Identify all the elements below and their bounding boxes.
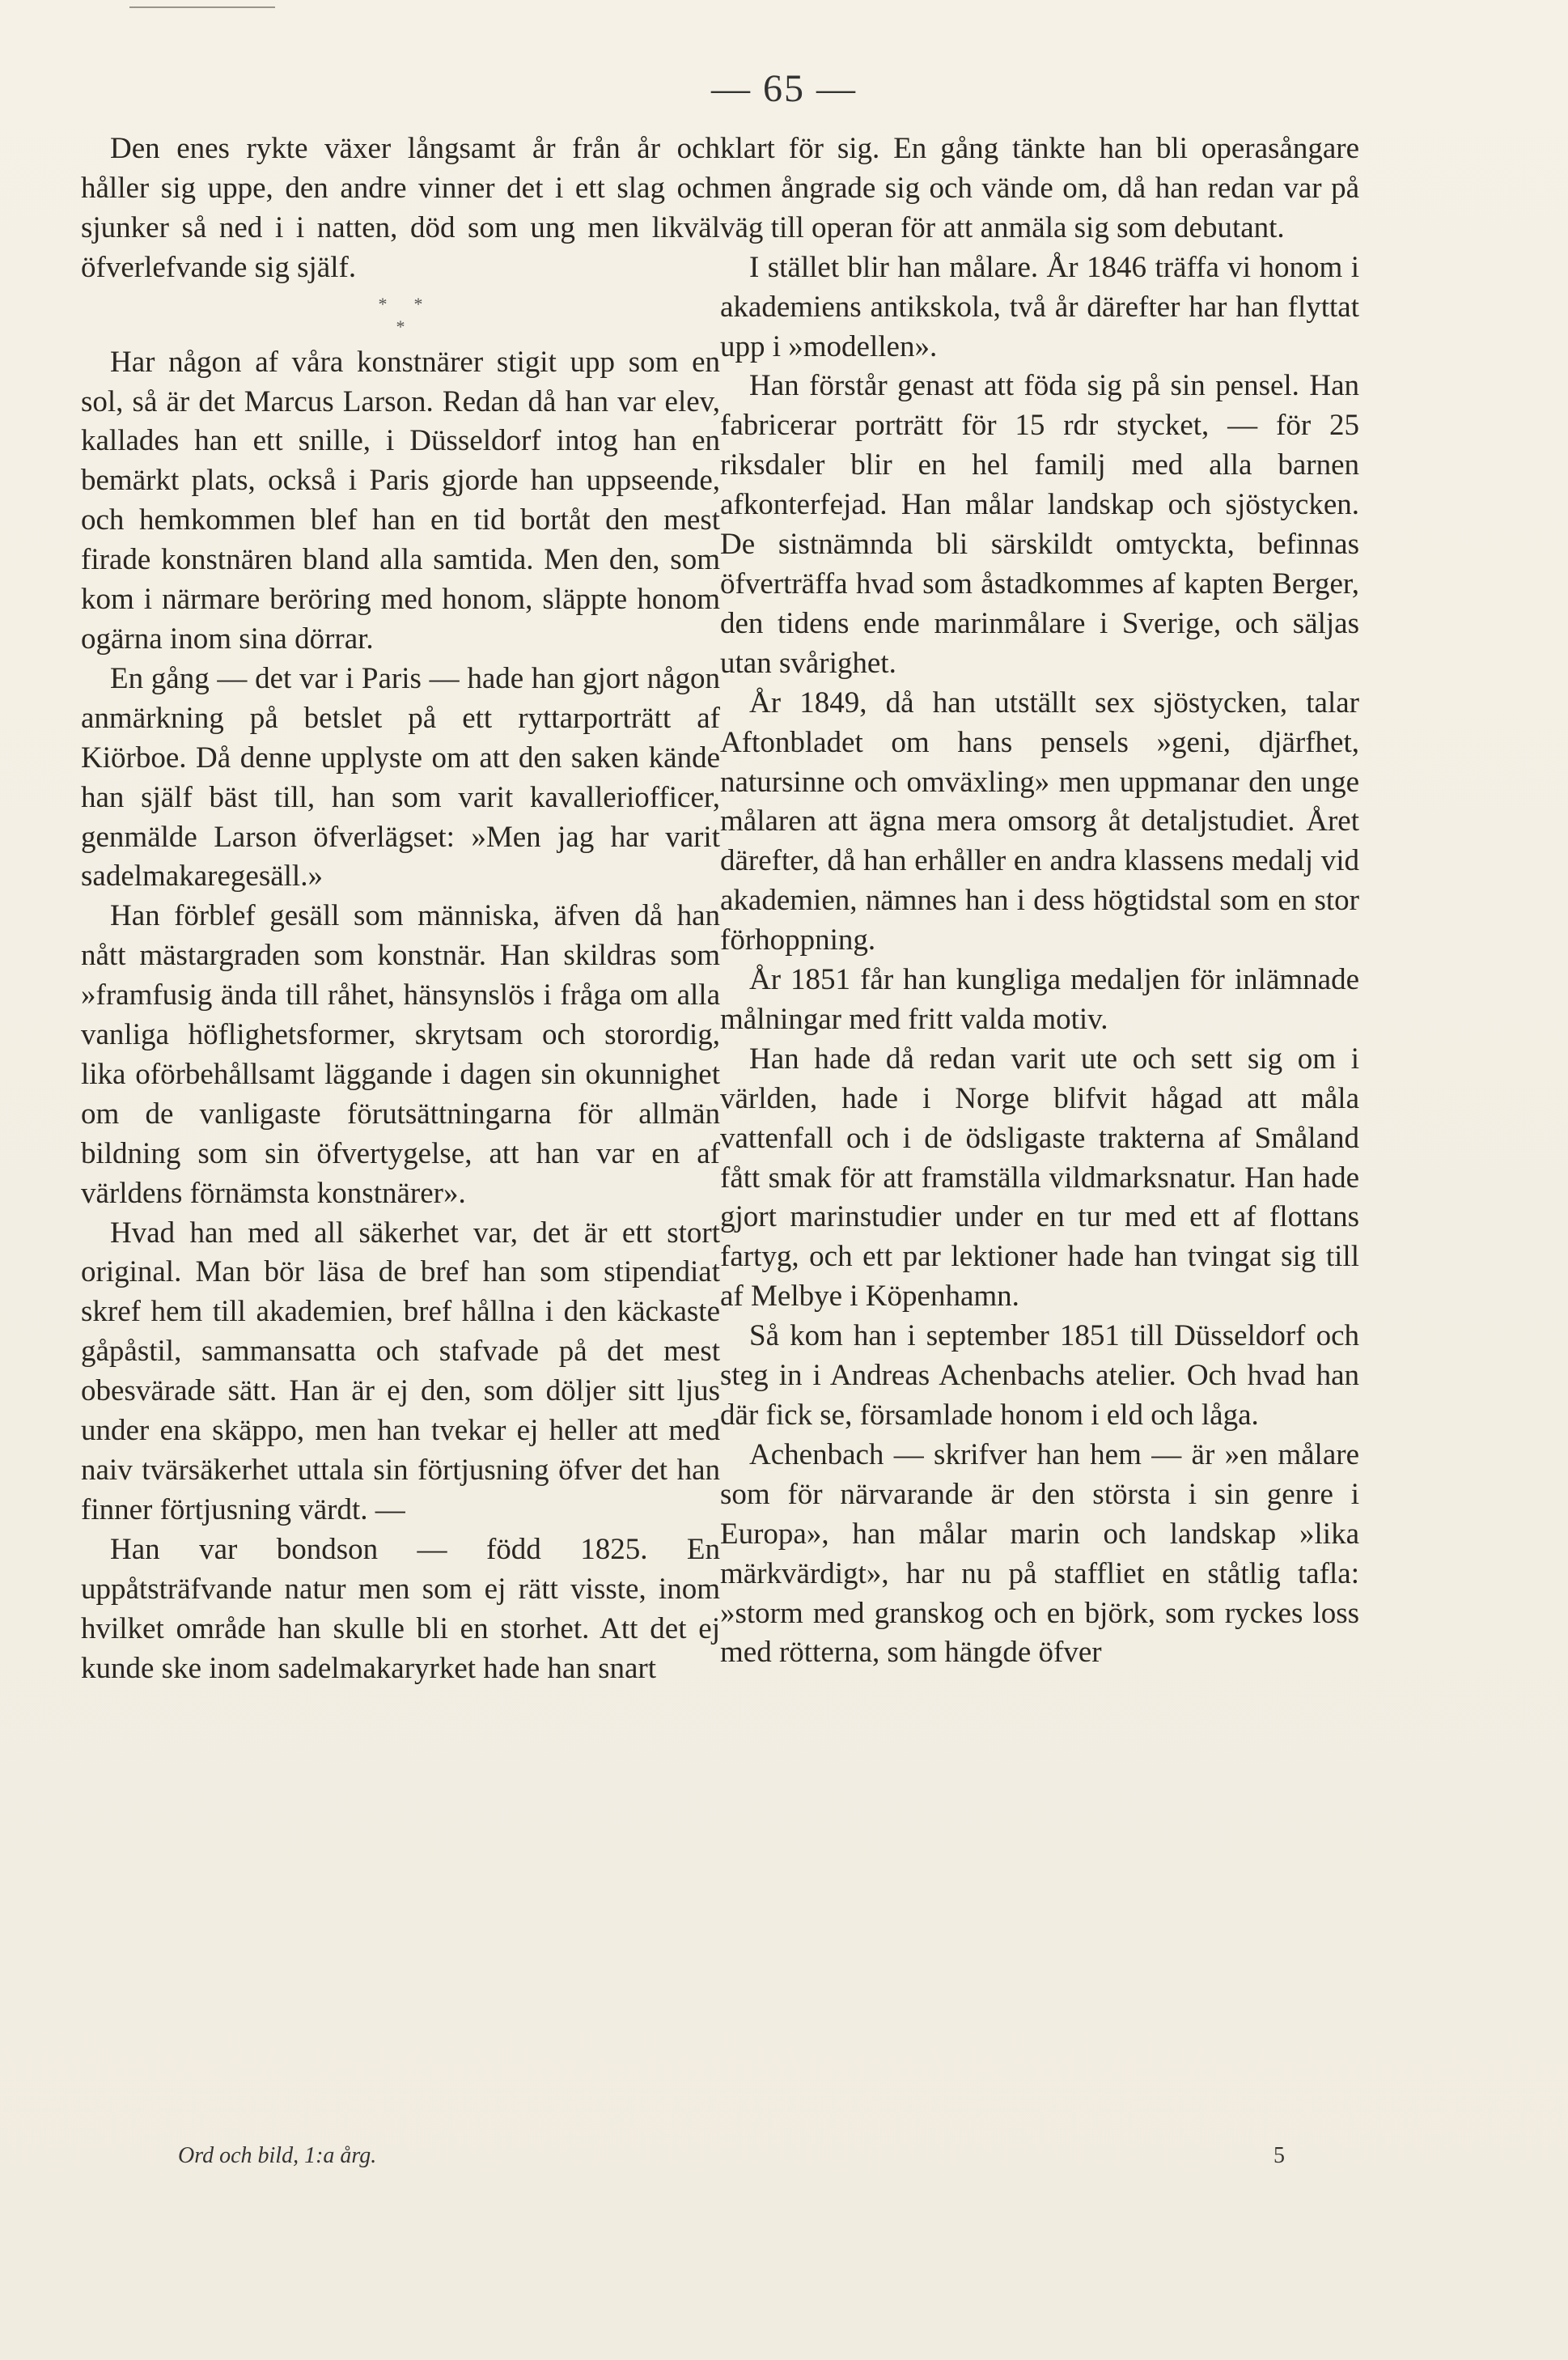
section-break-asterisks bbox=[81, 288, 720, 343]
footer-signature-mark: 5 bbox=[1273, 2143, 1285, 2168]
left-paragraph-1: Den enes rykte växer långsamt år från år och håller sig uppe, den andre vinner det i ett slag och sjunker så ned i i natten, död som ung men likväl öfverlefvande sig själf. bbox=[81, 132, 720, 284]
footer-source: Ord och bild, 1:a årg. bbox=[178, 2143, 377, 2168]
left-paragraph-3: En gång — det var i Paris — hade han gjort någon anmärkning på betslet på ett ryttarporträtt af Kiörboe. Då denne upplyste om att den saken kände han själf bäst till, han som varit kavalleriofficer, genmälde Larson öfverlägset: »Men jag har varit sadelmakaregesäll.» bbox=[81, 661, 720, 893]
left-paragraph-4: Han förblef gesäll som människa, äfven då han nått mästargraden som konstnär. Han skildras som »framfusig ända till råhet, hänsynslös i fråga om alla vanliga höflighetsformer, skrytsam och storordig, lika oförbehållsamt läggande i dagen sin okunnighet om de vanligaste förutsättningarna för allmän bildning som sin öfvertygelse, att han var en af världens förnämsta konstnärer». bbox=[81, 899, 720, 1210]
right-paragraph-8: Achenbach — skrifver han hem — är »en målare som för närvarande är den största i sin genre i Europa», han målar marin och landskap »lika märkvärdigt», har nu på staffliet en ståtlig tafla: »storm med granskog och en björk, som ryckes loss med rötterna, som hängde öfver bbox=[720, 1437, 1359, 1670]
asterisks-top: * * bbox=[378, 293, 423, 314]
right-paragraph-6: Han hade då redan varit ute och sett sig om i världen, hade i Norge blifvit hågad att måla vattenfall och i de ödsligaste trakterna af Småland fått smak för att framställa vildmarksnatur. Han hade gjort marinstudier under en tur med ett af flottans fartyg, och ett par lektioner hade han tvingat sig till af Melbye i Köpenhamn. bbox=[720, 1042, 1359, 1314]
page-number: — 65 — bbox=[711, 67, 857, 110]
page-footer bbox=[0, 2143, 1568, 2184]
top-rule bbox=[129, 6, 275, 8]
right-paragraph-1: klart för sig. En gång tänkte han bli operasångare men ångrade sig och vände om, då han redan var på väg till operan för att anmäla sig som debutant. bbox=[720, 132, 1359, 244]
left-paragraph-6: Han var bondson — född 1825. En uppåtsträfvande natur men som ej rätt visste, inom hvilket område han skulle bli en storhet. Att det ej kunde ske inom sadelmakaryrket hade han snart bbox=[81, 1532, 720, 1685]
asterisks-bottom: * bbox=[396, 316, 405, 337]
right-paragraph-7: Så kom han i september 1851 till Düsseldorf och steg in i Andreas Achenbachs atelier. Och hvad han där fick se, församlade honom i eld och låga. bbox=[720, 1319, 1359, 1432]
right-paragraph-5: År 1851 får han kungliga medaljen för inlämnade målningar med fritt valda motiv. bbox=[720, 963, 1359, 1036]
left-column bbox=[81, 129, 720, 1688]
right-paragraph-3: Han förstår genast att föda sig på sin pensel. Han fabricerar porträtt för 15 rdr stycket, — för 25 riksdaler blir en hel familj med alla barnen afkonterfejad. Han målar landskap och sjöstycken. De sistnämnda bli särskildt omtyckta, befinnas öfverträffa hvad som åstadkommes af kapten Berger, den tidens ende marinmålare i Sverige, och säljas utan svårighet. bbox=[720, 369, 1359, 680]
left-paragraph-5: Hvad han med all säkerhet var, det är ett stort original. Man bör läsa de bref han som stipendiat skref hem till akademien, bref hållna i den käckaste gåpåstil, sammansatta och stafvade på det mest obesvärade sätt. Han är ej den, som döljer sitt ljus under ena skäppo, men han tvekar ej heller att med naiv tvärsäkerhet uttala sin förtjusning öfver det han finner förtjusning värdt. — bbox=[81, 1216, 720, 1526]
right-paragraph-4: År 1849, då han utställt sex sjöstycken, talar Aftonbladet om hans pensels »geni, djärfhet, natursinne och omväxling» men uppmanar den unge målaren att ägna mera omsorg åt detaljstudiet. Året därefter, då han erhåller en andra klassens medalj vid akademien, nämnes han i dess högtidstal som en stor förhoppning. bbox=[720, 686, 1359, 957]
right-paragraph-2: I stället blir han målare. År 1846 träffa vi honom i akademiens antikskola, två år därefter har han flyttat upp i »modellen». bbox=[720, 250, 1359, 363]
right-column bbox=[720, 129, 1359, 1673]
left-paragraph-2: Har någon af våra konstnärer stigit upp som en sol, så är det Marcus Larson. Redan då han var elev, kallades han ett snille, i Düsseldorf intog han en bemärkt plats, också i Paris gjorde han uppseende, och hemkommen blef han en tid bortåt den mest firade konstnären bland alla samtida. Men den, som kom i närmare beröring med honom, släppte honom ogärna inom sina dörrar. bbox=[81, 345, 720, 656]
